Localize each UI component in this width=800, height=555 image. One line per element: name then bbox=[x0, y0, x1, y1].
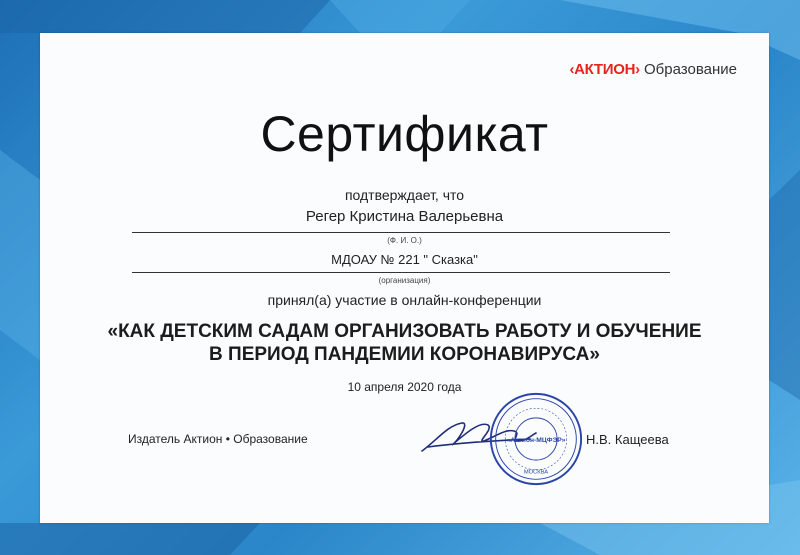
conference-title bbox=[40, 320, 769, 366]
event-date: 10 апреля 2020 года bbox=[347, 380, 462, 394]
official-stamp bbox=[488, 391, 584, 487]
conference-title-line1: «КАК ДЕТСКИМ САДАМ ОРГАНИЗОВАТЬ РАБОТУ И ОБУЧЕНИЕ bbox=[107, 321, 702, 342]
publisher-text: Издатель Актион • Образование bbox=[128, 432, 308, 446]
recipient-name: Регер Кристина Валерьевна bbox=[305, 208, 504, 225]
organization-name: МДОАУ № 221 " Сказка" bbox=[331, 252, 478, 267]
participation-text: принял(а) участие в онлайн-конференции bbox=[267, 292, 542, 308]
org-underline bbox=[132, 272, 670, 273]
org-hint: (организация) bbox=[378, 276, 431, 285]
logo-suffix: Образование bbox=[644, 61, 737, 78]
certificate-title: Сертификат bbox=[260, 106, 549, 162]
certificate-paper bbox=[40, 33, 769, 523]
stamp-center-text: «Актион-МЦФЭР» bbox=[506, 436, 566, 444]
name-hint: (Ф. И. О.) bbox=[387, 236, 422, 245]
conference-title-line2: В ПЕРИОД ПАНДЕМИИ КОРОНАВИРУСА» bbox=[209, 344, 600, 365]
aktion-logo bbox=[569, 61, 737, 78]
signer-name: Н.В. Кащеева bbox=[586, 432, 669, 447]
name-underline bbox=[132, 232, 670, 233]
logo-brand: ‹АКТИОН› bbox=[569, 61, 640, 78]
stamp-bottom-text: МОСКВА bbox=[523, 469, 549, 476]
confirm-text: подтверждает, что bbox=[344, 187, 465, 203]
